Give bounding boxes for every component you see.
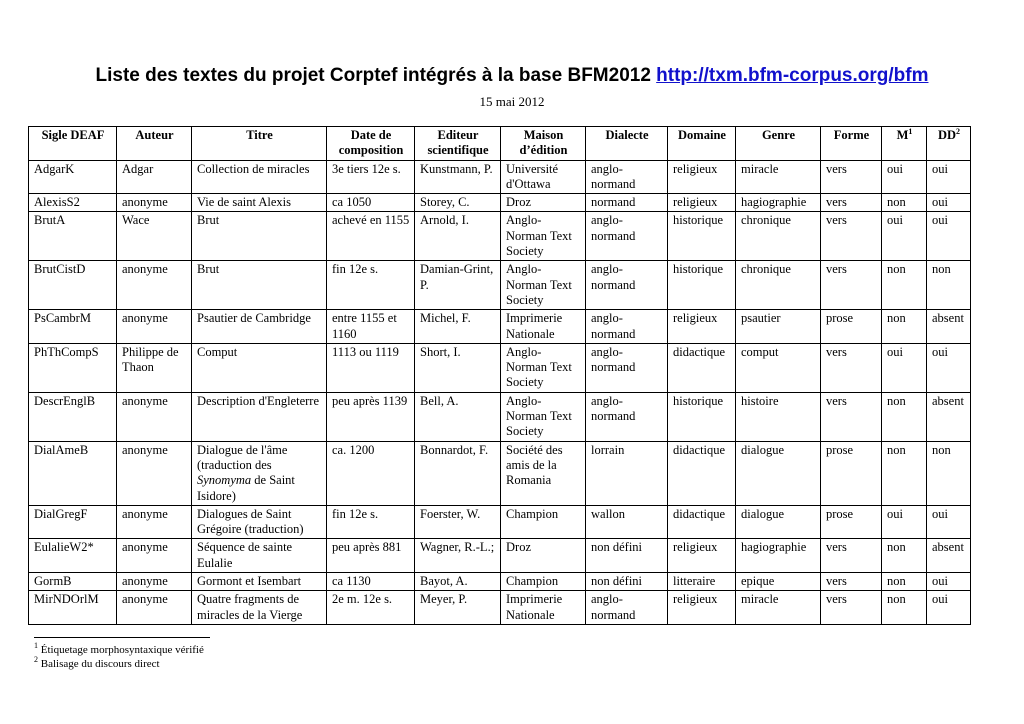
cell-genre: chronique	[736, 261, 821, 310]
cell-genre: epique	[736, 573, 821, 591]
header-m-label: M	[896, 128, 909, 142]
cell-m: oui	[882, 505, 927, 539]
cell-domaine: religieux	[668, 591, 736, 625]
header-date: Date de composition	[327, 127, 415, 161]
footnote-1	[34, 643, 204, 657]
cell-sigle: BrutA	[29, 212, 117, 261]
cell-dialecte: non défini	[586, 539, 668, 573]
table-row	[29, 261, 971, 310]
cell-m: non	[882, 392, 927, 441]
cell-sigle: PhThCompS	[29, 343, 117, 392]
cell-titre: Gormont et Isembart	[192, 573, 327, 591]
document-date: 15 mai 2012	[479, 94, 545, 109]
cell-sigle: EulalieW2*	[29, 539, 117, 573]
cell-m: non	[882, 441, 927, 505]
cell-date: ca 1130	[327, 573, 415, 591]
cell-dd: non	[927, 441, 971, 505]
cell-date: 3e tiers 12e s.	[327, 160, 415, 194]
cell-domaine: religieux	[668, 194, 736, 212]
table-row	[29, 160, 971, 194]
cell-forme: vers	[821, 573, 882, 591]
cell-dialecte: lorrain	[586, 441, 668, 505]
cell-date: fin 12e s.	[327, 505, 415, 539]
cell-domaine: historique	[668, 212, 736, 261]
cell-editeur: Meyer, P.	[415, 591, 501, 625]
cell-date: 2e m. 12e s.	[327, 591, 415, 625]
table-row	[29, 343, 971, 392]
footnotes	[34, 643, 204, 671]
cell-m: non	[882, 261, 927, 310]
cell-m: non	[882, 310, 927, 344]
cell-auteur: anonyme	[117, 441, 192, 505]
cell-maison: Droz	[501, 539, 586, 573]
table-row	[29, 212, 971, 261]
cell-genre: histoire	[736, 392, 821, 441]
footnote-1-mark: 1	[34, 641, 38, 650]
cell-domaine: litteraire	[668, 573, 736, 591]
cell-domaine: didactique	[668, 441, 736, 505]
cell-forme: vers	[821, 392, 882, 441]
cell-m: oui	[882, 160, 927, 194]
footnote-2-mark: 2	[34, 655, 38, 664]
cell-titre: Description d'Engleterre	[192, 392, 327, 441]
cell-dialecte: non défini	[586, 573, 668, 591]
cell-auteur: anonyme	[117, 194, 192, 212]
table-row	[29, 505, 971, 539]
footnote-2-text: Balisage du discours direct	[40, 658, 160, 670]
cell-forme: prose	[821, 505, 882, 539]
cell-auteur: anonyme	[117, 573, 192, 591]
cell-editeur: Foerster, W.	[415, 505, 501, 539]
header-row	[29, 127, 971, 161]
title-text: Liste des textes du projet Corptef intégrés à la base BFM2012	[95, 65, 651, 86]
cell-dialecte: anglo-normand	[586, 392, 668, 441]
cell-genre: chronique	[736, 212, 821, 261]
cell-auteur: anonyme	[117, 539, 192, 573]
cell-editeur: Wagner, R.-L.;	[415, 539, 501, 573]
header-forme: Forme	[821, 127, 882, 161]
cell-dialecte: anglo-normand	[586, 261, 668, 310]
cell-maison: Université d'Ottawa	[501, 160, 586, 194]
cell-domaine: religieux	[668, 310, 736, 344]
cell-dd: oui	[927, 343, 971, 392]
cell-sigle: DialGregF	[29, 505, 117, 539]
cell-maison: Droz	[501, 194, 586, 212]
cell-titre: Psautier de Cambridge	[192, 310, 327, 344]
cell-dd: non	[927, 261, 971, 310]
cell-auteur: anonyme	[117, 310, 192, 344]
cell-editeur: Storey, C.	[415, 194, 501, 212]
cell-domaine: religieux	[668, 160, 736, 194]
cell-dd: oui	[927, 212, 971, 261]
cell-genre: hagiographie	[736, 194, 821, 212]
cell-dialecte: anglo-normand	[586, 212, 668, 261]
cell-domaine: historique	[668, 261, 736, 310]
cell-auteur: anonyme	[117, 591, 192, 625]
cell-titre: Brut	[192, 212, 327, 261]
cell-forme: vers	[821, 194, 882, 212]
cell-forme: vers	[821, 343, 882, 392]
cell-titre: Vie de saint Alexis	[192, 194, 327, 212]
table-row	[29, 194, 971, 212]
header-editeur: Editeur scientifique	[415, 127, 501, 161]
table-row	[29, 591, 971, 625]
cell-dd: oui	[927, 591, 971, 625]
cell-editeur: Bayot, A.	[415, 573, 501, 591]
cell-dialecte: anglo-normand	[586, 343, 668, 392]
cell-dd: absent	[927, 539, 971, 573]
cell-titre: Dialogues de Saint Grégoire (traduction)	[192, 505, 327, 539]
cell-dd: oui	[927, 160, 971, 194]
cell-date: ca 1050	[327, 194, 415, 212]
footnote-1-text: Étiquetage morphosyntaxique vérifié	[40, 644, 204, 656]
cell-domaine: didactique	[668, 343, 736, 392]
cell-maison: Imprimerie Nationale	[501, 591, 586, 625]
header-dd-label: DD	[937, 128, 957, 142]
table-row	[29, 310, 971, 344]
table-row	[29, 441, 971, 505]
cell-editeur: Damian-Grint, P.	[415, 261, 501, 310]
title-link[interactable]: http://txm.bfm-corpus.org/bfm	[656, 65, 929, 86]
cell-editeur: Arnold, I.	[415, 212, 501, 261]
cell-auteur: anonyme	[117, 392, 192, 441]
cell-forme: prose	[821, 310, 882, 344]
cell-date: fin 12e s.	[327, 261, 415, 310]
cell-maison: Anglo-Norman Text Society	[501, 212, 586, 261]
cell-dd: absent	[927, 310, 971, 344]
cell-genre: dialogue	[736, 505, 821, 539]
document-title	[0, 64, 1024, 88]
cell-maison: Anglo-Norman Text Society	[501, 343, 586, 392]
cell-dialecte: anglo-normand	[586, 591, 668, 625]
cell-forme: vers	[821, 539, 882, 573]
cell-forme: vers	[821, 160, 882, 194]
cell-dialecte: wallon	[586, 505, 668, 539]
footnote-divider	[34, 637, 210, 638]
cell-genre: hagiographie	[736, 539, 821, 573]
cell-forme: vers	[821, 261, 882, 310]
cell-sigle: MirNDOrlM	[29, 591, 117, 625]
table-row	[29, 539, 971, 573]
titre-part: de Saint Isidore)	[197, 473, 295, 503]
cell-sigle: AdgarK	[29, 160, 117, 194]
cell-titre: Comput	[192, 343, 327, 392]
cell-dd: oui	[927, 573, 971, 591]
cell-domaine: didactique	[668, 505, 736, 539]
cell-genre: dialogue	[736, 441, 821, 505]
cell-genre: comput	[736, 343, 821, 392]
footnote-2	[34, 657, 204, 671]
cell-m: oui	[882, 212, 927, 261]
cell-auteur: Wace	[117, 212, 192, 261]
cell-editeur: Short, I.	[415, 343, 501, 392]
cell-forme: vers	[821, 591, 882, 625]
cell-date: peu après 881	[327, 539, 415, 573]
header-titre: Titre	[192, 127, 327, 161]
cell-dialecte: anglo-normand	[586, 310, 668, 344]
cell-maison: Champion	[501, 505, 586, 539]
titre-italic: Synomyma	[197, 473, 252, 488]
cell-titre: Séquence de sainte Eulalie	[192, 539, 327, 573]
cell-auteur: anonyme	[117, 261, 192, 310]
cell-dd: oui	[927, 505, 971, 539]
cell-sigle: GormB	[29, 573, 117, 591]
cell-editeur: Bell, A.	[415, 392, 501, 441]
cell-sigle: AlexisS2	[29, 194, 117, 212]
footnote-ref-1: 1	[908, 127, 913, 136]
cell-date: achevé en 1155	[327, 212, 415, 261]
footnote-ref-2: 2	[956, 127, 961, 136]
cell-date: ca. 1200	[327, 441, 415, 505]
cell-forme: vers	[821, 212, 882, 261]
header-maison: Maison d’édition	[501, 127, 586, 161]
header-sigle: Sigle DEAF	[29, 127, 117, 161]
cell-titre: Brut	[192, 261, 327, 310]
cell-auteur: Adgar	[117, 160, 192, 194]
cell-m: non	[882, 591, 927, 625]
cell-domaine: historique	[668, 392, 736, 441]
cell-date: peu après 1139	[327, 392, 415, 441]
cell-m: non	[882, 573, 927, 591]
header-domaine: Domaine	[668, 127, 736, 161]
table-row	[29, 392, 971, 441]
cell-date: entre 1155 et 1160	[327, 310, 415, 344]
cell-titre: Collection de miracles	[192, 160, 327, 194]
header-dialecte: Dialecte	[586, 127, 668, 161]
cell-maison: Anglo-Norman Text Society	[501, 392, 586, 441]
table-row	[29, 573, 971, 591]
cell-genre: miracle	[736, 591, 821, 625]
cell-auteur: anonyme	[117, 505, 192, 539]
cell-maison: Société des amis de la Romania	[501, 441, 586, 505]
header-m	[882, 127, 927, 161]
cell-m: non	[882, 539, 927, 573]
header-genre: Genre	[736, 127, 821, 161]
cell-m: oui	[882, 343, 927, 392]
cell-maison: Champion	[501, 573, 586, 591]
cell-m: non	[882, 194, 927, 212]
cell-date: 1113 ou 1119	[327, 343, 415, 392]
cell-sigle: DialAmeB	[29, 441, 117, 505]
cell-editeur: Kunstmann, P.	[415, 160, 501, 194]
cell-sigle: BrutCistD	[29, 261, 117, 310]
cell-genre: psautier	[736, 310, 821, 344]
cell-dialecte: anglo-normand	[586, 160, 668, 194]
cell-editeur: Bonnardot, F.	[415, 441, 501, 505]
cell-titre	[192, 441, 327, 505]
cell-dd: oui	[927, 194, 971, 212]
cell-genre: miracle	[736, 160, 821, 194]
cell-dialecte: normand	[586, 194, 668, 212]
cell-sigle: PsCambrM	[29, 310, 117, 344]
table-body	[29, 160, 971, 624]
titre-part: Dialogue de l'âme (traduction des	[197, 442, 288, 472]
corpus-table	[28, 126, 971, 625]
cell-editeur: Michel, F.	[415, 310, 501, 344]
cell-auteur: Philippe de Thaon	[117, 343, 192, 392]
cell-maison: Imprimerie Nationale	[501, 310, 586, 344]
cell-sigle: DescrEnglB	[29, 392, 117, 441]
header-dd	[927, 127, 971, 161]
cell-maison: Anglo-Norman Text Society	[501, 261, 586, 310]
header-auteur: Auteur	[117, 127, 192, 161]
cell-titre: Quatre fragments de miracles de la Vierge	[192, 591, 327, 625]
cell-dd: absent	[927, 392, 971, 441]
cell-forme: prose	[821, 441, 882, 505]
cell-domaine: religieux	[668, 539, 736, 573]
